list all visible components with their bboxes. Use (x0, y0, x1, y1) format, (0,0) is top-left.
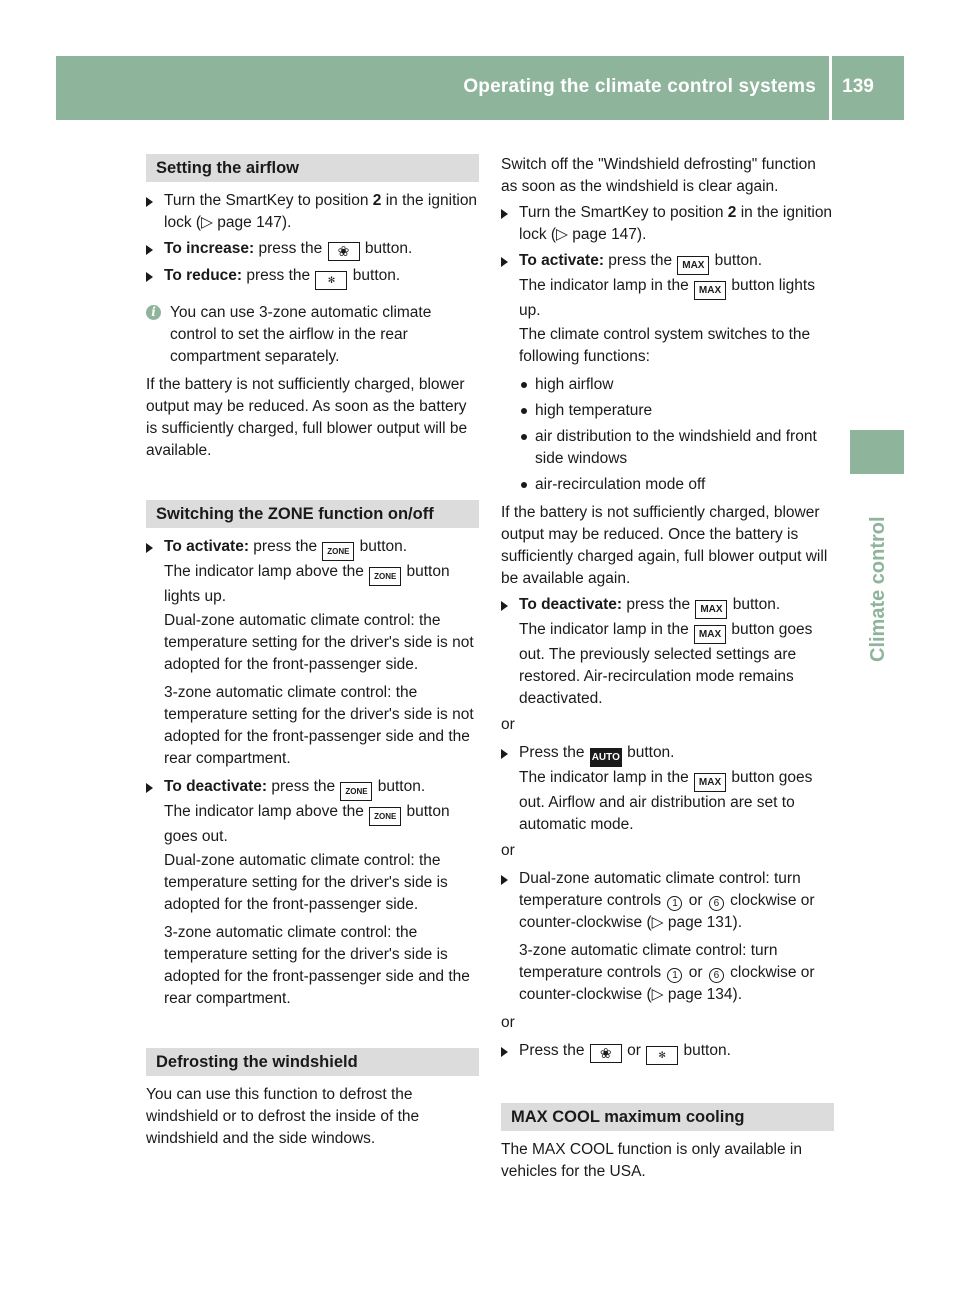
step-arrow-icon (501, 209, 508, 219)
control-6-icon: 6 (709, 968, 724, 983)
step-arrow-icon (146, 197, 153, 207)
list-item: high airflow (519, 374, 834, 396)
instruction-step: Turn the SmartKey to position 2 in the ignition lock (▷ page 147). (146, 190, 479, 234)
right-column (501, 154, 834, 1187)
instruction-step-auto: Press the AUTO button. The indicator lamp in the MAX button goes out. Airflow and air distribution are set to automatic mode. (501, 742, 834, 836)
max-defrost-button-icon: MAX (694, 773, 726, 792)
or-separator: or (501, 716, 515, 733)
auto-button-icon: AUTO (590, 748, 622, 767)
step-arrow-icon (146, 543, 153, 553)
airflow-increase-button-icon: ❀ (590, 1044, 622, 1063)
step-arrow-icon (501, 257, 508, 267)
instruction-step-airflow: Press the ❀ or ✻ button. (501, 1040, 834, 1065)
sub-paragraph: The climate control system switches to the following functions: (519, 326, 811, 365)
max-defrost-button-icon: MAX (694, 625, 726, 644)
control-1-icon: 1 (667, 968, 682, 983)
instruction-step-defrost-activate: To activate: press the MAX button. The indicator lamp in the MAX button lights up. The climate control system switches to the following functions: high airflow high temperature air distribution to the windshield and front side windows air-recirculation mode off (501, 250, 834, 496)
step-arrow-icon (501, 749, 508, 759)
control-1-icon: 1 (667, 896, 682, 911)
step-arrow-icon (501, 875, 508, 885)
instruction-step-zone-activate: To activate: press the ZONE button. The indicator lamp above the ZONE button lights up. Dual-zone automatic climate control: the temperature setting for the driver's side is not adopted for the front-passenger side. 3-zone automatic climate control: the temperature setting for the driver's side is not adopted for the front-passenger side and the rear compartment. (146, 536, 479, 770)
list-item: air-recirculation mode off (519, 474, 834, 496)
bullet-icon (521, 382, 527, 388)
zone-button-icon: ZONE (369, 567, 401, 586)
paragraph: If the battery is not sufficiently charged, blower output may be reduced. Once the battery is sufficiently charged again, full blower output will be available again. (501, 504, 828, 587)
sub-paragraph: 3-zone automatic climate control: the temperature setting for the driver's side is adopted for the front-passenger side and the rear compartment. (164, 924, 470, 1007)
step-arrow-icon (146, 245, 153, 255)
instruction-step-defrost-deactivate: To deactivate: press the MAX button. The indicator lamp in the MAX button goes out. The previously selected settings are restored. Air-recirculation mode remains deactivated. (501, 594, 834, 710)
sub-paragraph: Dual-zone automatic climate control: the temperature setting for the driver's side is not adopted for the front-passenger side. (164, 612, 474, 673)
section-heading-maxcool: MAX COOL maximum cooling (501, 1103, 834, 1131)
paragraph: You can use this function to defrost the windshield or to defrost the inside of the windshield and the side windows. (146, 1086, 420, 1147)
page-ref-arrow-icon: ▷ (651, 914, 664, 931)
section-heading-zone: Switching the ZONE function on/off (146, 500, 479, 528)
list-item: air distribution to the windshield and front side windows (519, 426, 834, 470)
list-item: high temperature (519, 400, 834, 422)
sub-paragraph: Dual-zone automatic climate control: the temperature setting for the driver's side is adopted for the front-passenger side. (164, 852, 448, 913)
airflow-reduce-button-icon: ✻ (646, 1046, 678, 1065)
bullet-icon (521, 408, 527, 414)
instruction-step-increase: To increase: press the ❀ button. (146, 238, 479, 261)
section-tab-marker (850, 430, 904, 474)
instruction-step-temperature: Dual-zone automatic climate control: turn temperature controls 1 or 6 clockwise or counter-clockwise (▷ page 131). 3-zone automatic climate control: turn temperature controls 1 or 6 clockwise or counter-clockwise (▷ page 134). (501, 868, 834, 1006)
sub-paragraph: 3-zone automatic climate control: turn temperature controls 1 or 6 clockwise or counter-clockwise (▷ page 134). (519, 942, 815, 1003)
instruction-step-reduce: To reduce: press the ✻ button. (146, 265, 479, 290)
chapter-title: Operating the climate control systems (463, 76, 816, 97)
zone-button-icon: ZONE (322, 542, 354, 561)
left-column (146, 154, 479, 1154)
paragraph: Switch off the "Windshield defrosting" function as soon as the windshield is clear again. (501, 156, 816, 195)
bullet-list (519, 374, 834, 496)
info-icon: i (146, 305, 161, 320)
page-ref-arrow-icon: ▷ (556, 226, 568, 243)
info-note: i You can use 3-zone automatic climate control to set the airflow in the rear compartment separately. (146, 302, 479, 368)
airflow-reduce-button-icon: ✻ (315, 271, 347, 290)
control-6-icon: 6 (709, 896, 724, 911)
max-defrost-button-icon: MAX (694, 281, 726, 300)
step-arrow-icon (146, 272, 153, 282)
zone-button-icon: ZONE (369, 807, 401, 826)
page-ref-arrow-icon: ▷ (651, 986, 664, 1003)
zone-button-icon: ZONE (340, 782, 372, 801)
sub-paragraph: 3-zone automatic climate control: the temperature setting for the driver's side is not adopted for the front-passenger side and the rear compartment. (164, 684, 474, 767)
header-divider (829, 56, 832, 120)
instruction-step-zone-deactivate: To deactivate: press the ZONE button. The indicator lamp above the ZONE button goes out. Dual-zone automatic climate control: the temperature setting for the driver's side is adopted for the front-passenger side. 3-zone automatic climate control: the temperature setting for the driver's side is adopted for the front-passenger side and the rear compartment. (146, 776, 479, 1010)
paragraph: The MAX COOL function is only available in vehicles for the USA. (501, 1141, 802, 1180)
instruction-step: Turn the SmartKey to position 2 in the ignition lock (▷ page 147). (501, 202, 834, 246)
or-separator: or (501, 842, 515, 859)
section-heading-airflow: Setting the airflow (146, 154, 479, 182)
section-side-label: Climate control (867, 516, 889, 662)
page-ref-arrow-icon: ▷ (201, 214, 213, 231)
page-header (56, 56, 904, 120)
section-heading-defrost: Defrosting the windshield (146, 1048, 479, 1076)
or-separator: or (501, 1014, 515, 1031)
airflow-increase-button-icon: ❀ (328, 242, 360, 261)
max-defrost-button-icon: MAX (695, 600, 727, 619)
max-defrost-button-icon: MAX (677, 256, 709, 275)
bullet-icon (521, 434, 527, 440)
bullet-icon (521, 482, 527, 488)
step-arrow-icon (501, 601, 508, 611)
page-number: 139 (842, 76, 874, 97)
paragraph: If the battery is not sufficiently charged, blower output may be reduced. As soon as the battery is sufficiently charged, full blower output will be available. (146, 376, 468, 459)
step-arrow-icon (146, 783, 153, 793)
step-arrow-icon (501, 1047, 508, 1057)
